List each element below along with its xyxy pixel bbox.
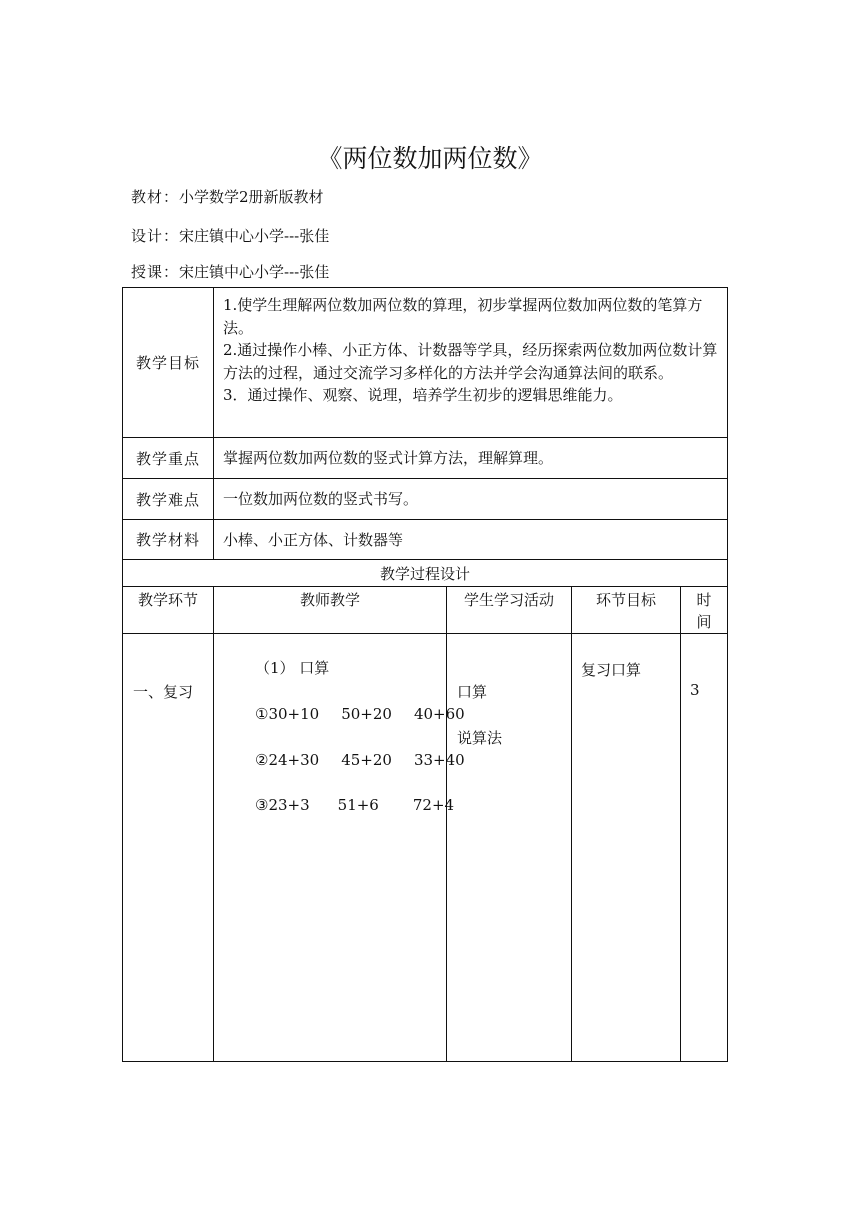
materials-row [123, 520, 728, 560]
meta-designer-value: 宋庄镇中心小学---张佳 [179, 227, 330, 245]
difficulties-text: 一位数加两位数的竖式书写。 [214, 479, 728, 520]
student-cell [447, 634, 572, 1062]
stage-goal: 复习口算 [581, 661, 642, 679]
key-points-row [123, 438, 728, 479]
key-points-text: 掌握两位数加两位数的竖式计算方法，理解算理。 [214, 438, 728, 479]
calc-item: ①30+10 [255, 705, 320, 723]
student-activity: 口算 [457, 683, 488, 701]
calc-item: 33+40 [413, 751, 465, 769]
teacher-title: （1） 口算 [255, 659, 330, 677]
col-header-goal: 环节目标 [572, 587, 681, 634]
goal-item: 2.通过操作小棒、小正方体、计数器等学具，经历探索两位数加两位数计算方法的过程，通过交流学习多样化的方法并学会沟通算法间的联系。 [223, 341, 718, 382]
difficulties-row [123, 479, 728, 520]
calc-item: 50+20 [341, 705, 392, 723]
col-header-teacher: 教师教学 [214, 587, 447, 634]
goals-label: 教学目标 [123, 288, 214, 438]
meta-designer [131, 225, 329, 247]
calc-line [255, 751, 465, 769]
process-header-row [123, 587, 728, 634]
goals-content [214, 288, 728, 438]
meta-lecturer [131, 261, 329, 283]
materials-text: 小棒、小正方体、计数器等 [214, 520, 728, 560]
meta-lecturer-key: 授课： [131, 263, 180, 281]
meta-textbook-value: 小学数学2册新版教材 [179, 188, 324, 206]
calc-item: ②24+30 [255, 751, 320, 769]
stage-time: 3 [690, 681, 700, 699]
calc-line [255, 705, 465, 723]
goal-item: 3．通过操作、观察、说理，培养学生初步的逻辑思维能力。 [223, 386, 623, 404]
meta-lecturer-value: 宋庄镇中心小学---张佳 [179, 263, 330, 281]
key-points-label: 教学重点 [123, 438, 214, 479]
calc-line [255, 796, 454, 814]
process-heading: 教学过程设计 [123, 560, 728, 587]
difficulties-label: 教学难点 [123, 479, 214, 520]
meta-textbook [131, 186, 324, 208]
col-header-time: 时间 [681, 587, 728, 634]
goals-row [123, 288, 728, 438]
lesson-plan-table [122, 287, 728, 1062]
teacher-cell [214, 634, 465, 1062]
goal-item: 1.使学生理解两位数加两位数的算理，初步掌握两位数加两位数的笔算方法。 [223, 296, 703, 337]
stage-name: 一、复习 [133, 683, 194, 701]
calc-item: ③23+3 [255, 796, 310, 814]
student-activity: 说算法 [457, 729, 503, 747]
calc-item: 51+6 [337, 796, 379, 814]
meta-designer-key: 设计： [131, 227, 180, 245]
calc-item: 45+20 [341, 751, 392, 769]
process-heading-row [123, 560, 728, 587]
calc-item: 72+4 [412, 796, 455, 814]
calc-item: 40+60 [413, 705, 465, 723]
time-cell [681, 634, 728, 1062]
goal-cell [572, 634, 681, 1062]
materials-label: 教学材料 [123, 520, 214, 560]
col-header-stage: 教学环节 [123, 587, 214, 634]
meta-textbook-key: 教材： [131, 188, 180, 206]
document-title: 《两位数加两位数》 [317, 144, 543, 173]
review-row [123, 634, 728, 1062]
col-header-student: 学生学习活动 [447, 587, 572, 634]
stage-cell [123, 634, 214, 1062]
